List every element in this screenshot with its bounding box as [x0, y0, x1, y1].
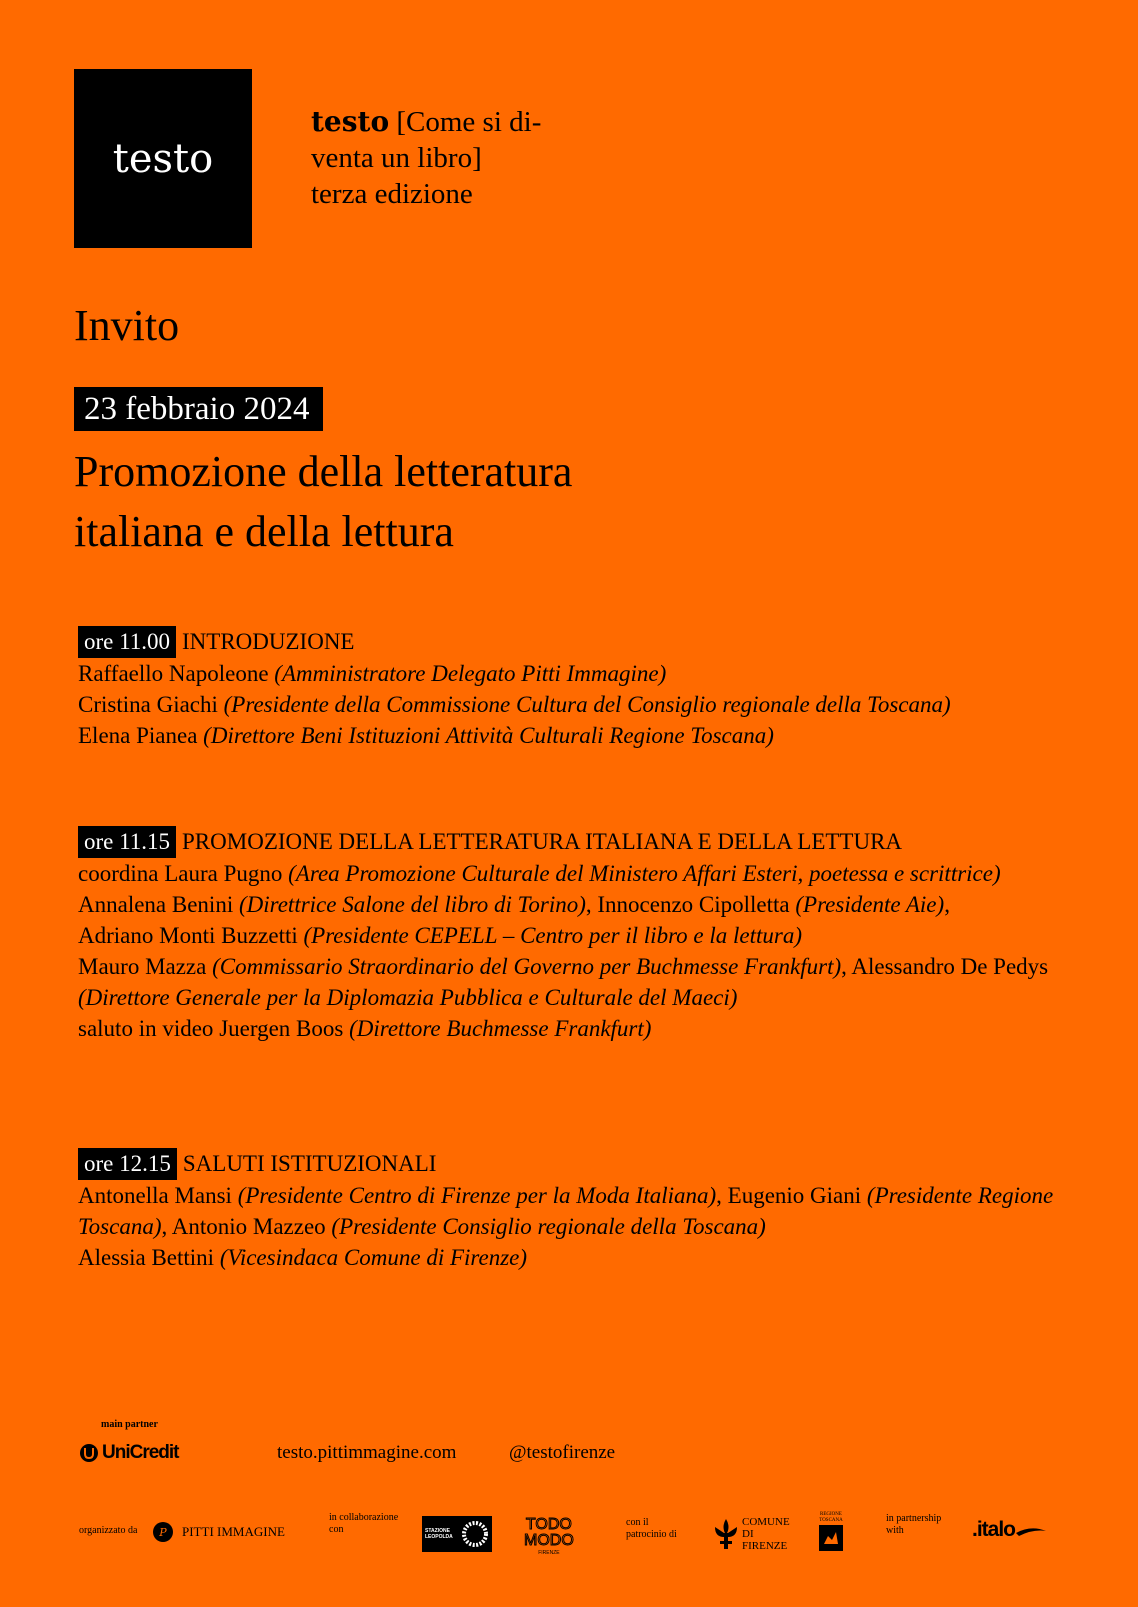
speaker-name: Annalena Benini — [78, 892, 239, 917]
coordina-prefix: coordina — [78, 861, 165, 886]
comune-firenze-logo — [712, 1516, 790, 1552]
speaker-name: Adriano Monti Buzzetti — [78, 923, 304, 948]
social-handle[interactable]: @testofirenze — [509, 1442, 616, 1463]
speaker-role: (Direttore Beni Istituzioni Attività Culturali Regione Toscana) — [203, 723, 774, 748]
header-line3: terza edizione — [311, 178, 473, 210]
speaker-line — [78, 1180, 1068, 1242]
section-saluti — [78, 1148, 1068, 1273]
italo-logo — [972, 1518, 1047, 1542]
organizzato-label: organizzato da — [79, 1525, 138, 1536]
speaker-role: (Direttore Generale per la Diplomazia Pubblica e Culturale del Maeci) — [78, 985, 738, 1010]
header-line1: [Come si di- — [389, 106, 542, 138]
speaker-line — [78, 951, 1058, 1013]
pitti-text: PITTI IMMAGINE — [182, 1524, 285, 1539]
speaker-name: Antonella Mansi — [78, 1183, 238, 1208]
partnership-label: in partnership with — [886, 1513, 942, 1536]
speaker-role: (Amministratore Delegato Pitti Immagine) — [274, 661, 667, 686]
speaker-name: Mauro Mazza — [78, 954, 213, 979]
speaker-name: , Eugenio Giani — [716, 1183, 867, 1208]
speaker-role: (Presidente Centro di Firenze per la Moda Italiana) — [237, 1183, 717, 1208]
pitti-logo — [152, 1521, 285, 1543]
video-line — [78, 1013, 1058, 1044]
fleur-de-lis-icon — [712, 1517, 740, 1551]
todomodo-logo — [524, 1517, 574, 1557]
website-link[interactable]: testo.pittimmagine.com — [277, 1442, 457, 1463]
speaker-name: Cristina Giachi — [78, 692, 224, 717]
speaker-role: (Presidente Consiglio regionale della Toscana) — [331, 1214, 766, 1239]
section-heading: PROMOZIONE DELLA LETTERATURA ITALIANA E DELLA LETTURA — [182, 829, 903, 854]
speaker-line — [78, 658, 1078, 689]
stazione-text: STAZIONE LEOPOLDA — [425, 1528, 453, 1540]
speaker-name: Raffaello Napoleone — [78, 661, 275, 686]
time-badge: ore 11.00 — [78, 626, 176, 658]
collaborazione-label: in collaborazione con — [329, 1512, 399, 1535]
italo-swoosh-icon — [1015, 1523, 1047, 1537]
speaker-name: Elena Pianea — [78, 723, 204, 748]
patrocinio-label: con il patrocinio di — [626, 1517, 677, 1540]
speaker-role: (Presidente Regione Toscana) — [78, 1183, 1054, 1239]
regione-text: REGIONE TOSCANA — [819, 1512, 843, 1523]
speaker-role: (Presidente CEPELL – Centro per il libro e la lettura) — [303, 923, 803, 948]
unicredit-text: UniCredit — [102, 1442, 179, 1463]
speaker-name: Juergen Boos — [219, 1016, 350, 1041]
brand-name: testo — [311, 105, 390, 138]
section-heading: SALUTI ISTITUZIONALI — [182, 1151, 437, 1176]
speaker-name: Laura Pugno — [164, 861, 289, 886]
speaker-role: (Presidente Aie) — [795, 892, 945, 917]
time-badge: ore 12.15 — [78, 1148, 177, 1180]
logo-text: testo — [112, 135, 214, 182]
leopolda-ring-icon — [460, 1519, 490, 1549]
todomodo-sub: FIRENZE — [538, 1550, 560, 1556]
comune-text: COMUNE DI FIRENZE — [742, 1516, 790, 1552]
video-prefix: saluto in video — [78, 1016, 220, 1041]
title-line1: Promozione della letteratura — [74, 447, 573, 496]
testo-logo — [74, 69, 252, 248]
unicredit-icon — [79, 1443, 99, 1463]
speaker-role: (Vicesindaca Comune di Firenze) — [219, 1245, 528, 1270]
section-heading: INTRODUZIONE — [182, 629, 355, 654]
main-partner-label: main partner — [101, 1419, 158, 1430]
event-header — [311, 104, 541, 212]
section-promozione — [78, 826, 1058, 1044]
speaker-role: (Direttore Buchmesse Frankfurt) — [349, 1016, 652, 1041]
speaker-line — [78, 920, 1058, 951]
invito-title: Invito — [74, 301, 180, 350]
speaker-line — [78, 1242, 1068, 1273]
speaker-role: (Direttrice Salone del libro di Torino) — [238, 892, 586, 917]
speaker-name: , Innocenzo Cipolletta — [585, 892, 796, 917]
header-line2: venta un libro] — [311, 142, 482, 174]
date-badge: 23 febbraio 2024 — [74, 387, 323, 431]
main-title — [74, 442, 572, 562]
speaker-role: (Commissario Straordinario del Governo per Buchmesse Frankfurt) — [212, 954, 842, 979]
speaker-name: Alessia Bettini — [78, 1245, 220, 1270]
speaker-line — [78, 720, 1078, 751]
section-introduzione — [78, 626, 1078, 751]
regione-toscana-logo — [817, 1512, 845, 1556]
title-line2: italiana e della lettura — [74, 507, 454, 556]
pegaso-icon — [818, 1524, 844, 1552]
speaker-line — [78, 689, 1078, 720]
todomodo-text-1: TODO — [525, 1516, 572, 1533]
pitti-icon — [152, 1521, 174, 1543]
time-badge: ore 11.15 — [78, 826, 176, 858]
unicredit-logo — [79, 1442, 179, 1464]
speaker-role: (Area Promozione Culturale del Ministero Affari Esteri, poetessa e scrittrice) — [288, 861, 1001, 886]
speaker-name: , Alessandro De Pedys — [841, 954, 1049, 979]
italo-text: .italo — [972, 1518, 1016, 1541]
stazione-leopolda-logo — [422, 1516, 492, 1552]
svg-text:P: P — [159, 1526, 167, 1539]
coordina-line — [78, 858, 1058, 889]
speaker-role: (Presidente della Commissione Cultura del Consiglio regionale della Toscana) — [223, 692, 951, 717]
separator: , — [944, 892, 950, 917]
speaker-line — [78, 889, 1058, 920]
todomodo-text-2: MODO — [524, 1532, 574, 1549]
speaker-name: , Antonio Mazzeo — [161, 1214, 332, 1239]
